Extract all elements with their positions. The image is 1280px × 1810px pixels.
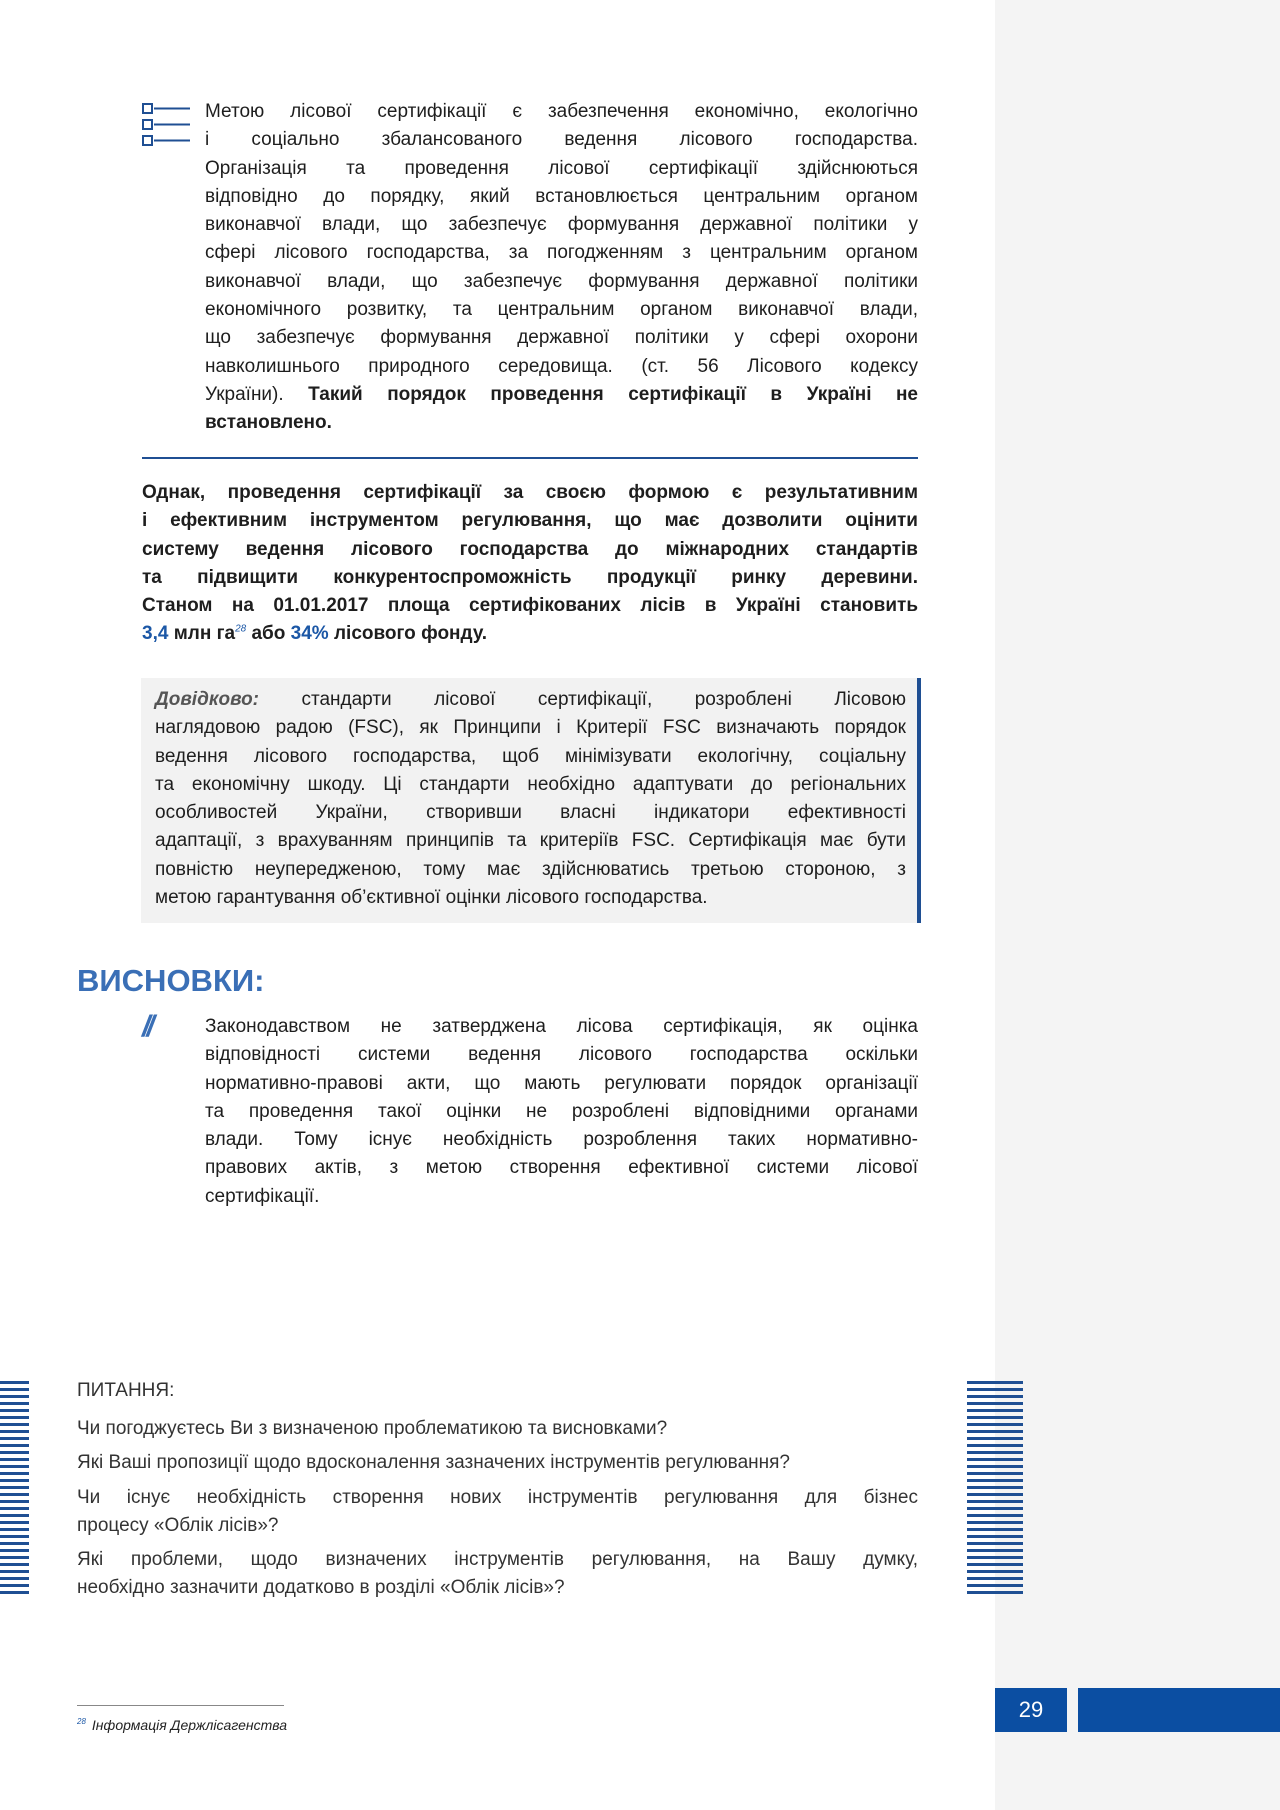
text-line [155, 686, 906, 714]
questions-title: ПИТАННЯ: [77, 1380, 175, 1401]
text-line [205, 409, 918, 437]
text-segment: України). [205, 383, 309, 405]
right-sidebar-panel [995, 0, 1280, 1810]
question-item [77, 1546, 918, 1603]
text-line: особливостей України, створивши власні індикатори ефективності [155, 802, 906, 824]
questions-list [77, 1415, 918, 1609]
text-line: влади. Тому існує необхідність розроблення таких нормативно- [205, 1129, 918, 1151]
text-line: та підвищити конкурентоспроможність продукції ринку деревини. [142, 566, 918, 588]
text-segment: лісового фонду. [328, 623, 487, 645]
paragraph-certification-summary [142, 479, 918, 649]
text-line: відповідно до порядку, який встановлюється центральним органом [205, 185, 918, 207]
text-line: економічного розвитку, та центральним органом виконавчої влади, [205, 299, 918, 321]
text-line: Метою лісової сертифікації є забезпечення економічно, екологічно [205, 101, 918, 122]
text-line: сертифікації. [205, 1185, 320, 1207]
text-line: сфері лісового господарства, за погодженням з центральним органом [205, 242, 918, 264]
question-item [77, 1415, 918, 1443]
footnote-divider [77, 1705, 284, 1706]
text-segment: 34% [290, 623, 329, 645]
right-stripes-decoration [967, 1381, 1023, 1596]
text-line: нормативно-правові акти, що мають регулювати порядок організації [205, 1072, 918, 1094]
text-line: і соціально збалансованого ведення лісового господарства. [205, 129, 918, 151]
footnote-number: 28 [77, 1717, 86, 1727]
text-line: правових актів, з метою створення ефективної системи лісової [205, 1157, 918, 1179]
text-line: Станом на 01.01.2017 площа сертифікованих лісів в Україні становить [142, 595, 918, 617]
question-line: необхідно зазначити додатково в розділі «Облік лісів»? [77, 1577, 565, 1599]
question-line: Які проблеми, щодо визначених інструментів регулювання, на Вашу думку, [77, 1549, 918, 1571]
question-line: Які Ваші пропозиції щодо вдосконалення зазначених інструментів регулювання? [77, 1452, 790, 1474]
text-segment: млн га [168, 623, 236, 645]
conclusions-heading: ВИСНОВКИ: [77, 963, 265, 998]
text-segment: стандарти лісової сертифікації, розроблені Лісовою [259, 689, 906, 710]
text-line: Організація та проведення лісової сертифікації здійснюються [205, 157, 918, 179]
footer-bar [1078, 1688, 1280, 1732]
text-segment: або [246, 623, 291, 645]
text-line: Законодавством не затверджена лісова сертифікація, як оцінка [205, 1016, 918, 1037]
text-line: і ефективним інструментом регулювання, що має дозволити оцінити [142, 510, 918, 532]
section-divider [142, 457, 918, 459]
paragraph-certification-goal [205, 98, 918, 438]
text-line: відповідності системи ведення лісового господарства оскільки [205, 1044, 918, 1066]
text-segment: встановлено. [205, 412, 332, 434]
question-line: Чи погоджуєтесь Ви з визначеною проблематикою та висновками? [77, 1418, 668, 1439]
text-line: наглядовою радою (FSC), як Принципи і Критерії FSC визначають порядок [155, 717, 906, 739]
text-line: адаптації, з врахуванням принципів та критеріїв FSC. Сертифікація має бути [155, 830, 906, 852]
footnote [77, 1717, 287, 1733]
text-line: виконавчої влади, що забезпечує формування державної політики [205, 270, 918, 292]
text-line: метою гарантування об’єктивної оцінки лісового господарства. [155, 887, 708, 909]
text-segment: Такий порядок проведення сертифікації в Україні не [308, 383, 918, 405]
text-line: навколишнього природного середовища. (ст. 56 Лісового кодексу [205, 355, 918, 377]
list-icon [142, 102, 192, 148]
text-line: систему ведення лісового господарства до міжнародних стандартів [142, 538, 918, 560]
page-number: 29 [995, 1688, 1067, 1732]
text-segment: Довідково: [155, 689, 259, 710]
text-line: та економічну шкоду. Ці стандарти необхідно адаптувати до регіональних [155, 773, 906, 795]
text-line: та проведення такої оцінки не розроблені відповідними органами [205, 1100, 918, 1122]
quote-icon: // [142, 1010, 151, 1043]
text-line: Однак, проведення сертифікації за своєю формою є результативним [142, 482, 918, 503]
text-segment: 3,4 [142, 623, 169, 645]
conclusions-text [205, 1013, 918, 1211]
text-line [142, 620, 918, 648]
reference-box-text [155, 686, 906, 912]
text-line: виконавчої влади, що забезпечує формування державної політики у [205, 214, 918, 236]
left-stripes-decoration [0, 1381, 29, 1596]
text-line [205, 381, 918, 409]
question-item [77, 1484, 918, 1541]
question-line: Чи існує необхідність створення нових інструментів регулювання для бізнес [77, 1486, 918, 1508]
footnote-reference: 28 [235, 624, 247, 636]
question-item [77, 1449, 918, 1477]
text-line: повністю неупередженою, тому має здійснюватись третьою стороною, з [155, 858, 906, 880]
footnote-text: Інформація Держлісагенства [91, 1717, 288, 1733]
question-line: процесу «Облік лісів»? [77, 1514, 279, 1536]
text-line: ведення лісового господарства, щоб мінімізувати екологічну, соціальну [155, 745, 906, 767]
text-line: що забезпечує формування державної політики у сфері охорони [205, 327, 918, 349]
